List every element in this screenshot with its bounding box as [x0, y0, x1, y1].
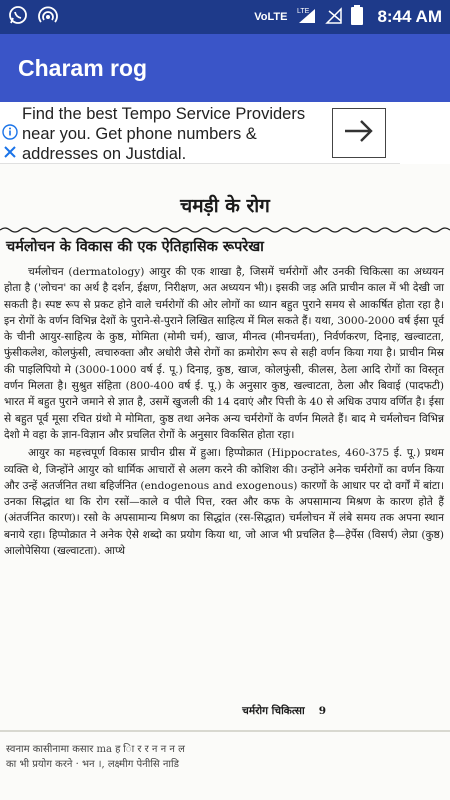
- app-title: Charam rog: [18, 54, 148, 81]
- ad-open-button[interactable]: [332, 108, 386, 158]
- ad-info-icon[interactable]: [2, 124, 18, 144]
- next-page-line: स्वनाम कासीनामा कसार ma ह ाि र र न न न ल: [6, 744, 185, 755]
- footer-label: चर्मरोग चिकित्सा: [242, 705, 305, 717]
- page-number: 9: [318, 705, 326, 717]
- chapter-title: चमड़ी के रोग: [180, 195, 270, 217]
- whatsapp-icon: [8, 5, 28, 29]
- next-page-text: [6, 742, 406, 772]
- next-page-line: का भी प्रयोग करने · भन ।, लक्ष्मीग पेनीसि नाडि: [6, 759, 179, 770]
- book-page[interactable]: [0, 164, 450, 800]
- clock: 8:44 AM: [377, 7, 442, 26]
- page-divider: [0, 730, 450, 732]
- arrow-right-icon: [343, 118, 375, 148]
- app-bar: [0, 34, 450, 102]
- no-sim-icon: [325, 6, 343, 28]
- svg-text:LTE: LTE: [297, 8, 310, 15]
- battery-icon: [351, 5, 363, 29]
- page-footer: [242, 704, 326, 718]
- paragraph: आयुर का महत्त्वपूर्ण विकास प्राचीन ग्रीस में हुआ। हिप्पोक्रात (Hippocrates, 460-375 ई. पू.) प्रथम व्यक्ति थे, जिन्होंने आयुर को धार्मिक आचारों से अलग करने की कोशिश की। उन्होंने अनेक चर्मरोगों का वर्णन किया और उन्हें अतर्जनित तथा बहिर्जनित (endogenous and exogenous) कारणों के आधार पर दो वर्गों में बांटा। उनका सिद्धांत था कि रोग रसों—काले व पीले पित्त, रक्त और कफ के अपसामान्य मिश्रण के कारण होते हैं (अंतर्जनित कारण)। रसो के अपसामान्य मिश्रण का सिद्धांत (रस-सिद्धात) चर्मलोचन में लंबे समय तक अपना स्थान बनाये रहा। हिप्पोक्रात ने अनेक ऐसे शब्दो का प्रयोग किया था, जो आज भी प्रचलित है—हेर्पेस (विसर्प) लेप्रा (कुष्ठ) आलोपेसिया (खल्वाटता). आप्थे: [4, 447, 444, 558]
- status-bar: [0, 0, 450, 34]
- section-heading: चर्मलोचन के विकास की एक ऐतिहासिक रूपरेखा: [6, 238, 264, 255]
- ad-text[interactable]: Find the best Tempo Service Providers near you. Get phone numbers & addresses on Justdial.: [22, 105, 306, 163]
- signal-icon: [295, 6, 317, 28]
- title-rule: [0, 226, 450, 234]
- network-type: VoLTE: [254, 11, 288, 23]
- paragraph: चर्मलोचन (dermatology) आयुर की एक शाखा है, जिसमें चर्मरोगों और उनकी चिकित्सा का अध्ययन होता है ('लोचन' का अर्थ है दर्शन, ईक्षण, निरीक्षण, अत अध्ययन भी)। इसकी जड़ अति प्राचीन काल में भी देखी जा सकती है। स्पष्ट रूप से प्रकट होने वाले चर्मरोगों की ओर लोगों का ध्यान बहुत पुराने समय से आकर्षित होता रहा है। इन रोगों के वर्णन विभिन्न देशों के पुराने-से-पुराने लिखित साहित्य में मिल सकते हैं। यथा, 3000-2000 वर्ष ईसा पूर्व के चीनी आयुर-साहित्य के कुष्ठ, मोमिता (मोमी चर्म), खाज, मीनत्व (मीनचर्मता), निर्वर्णकरण, दिनाइ, खल्वाटता, फुंसीकलेश, कोलफुंसी, त्वचारुक्ता और अधोरी जैसे रोगों का क्रमोरोग रूप से सही वर्णन किया गया है। प्राचीन मिस्र की पाइलिपियो मे (3000-1000 वर्ष ई. पू.) दिनाइ, कुष्ठ, खाज, कोलफुंसी, कीलस, ठेला आदि रोगों का विस्तृत वर्णन मिलता है। सुश्रुत संहिता (800-400 वर्ष ई. पू.) के अनुसार कुष्ठ, खल्वाटता, ठेला और बिवाई (पादफटी) भारत में बहुत पुराने जमाने से ज्ञात है, उसमें खुजली की 14 दवाएं और पित्ती के 40 से अधिक उपाय वर्णित है। ईसा से बहुत पूर्व मूसा रचित ग्रंथो मे मोमिता, कुष्ठ तथा अनेक अन्य चर्मरोगों के वर्णन मिलते हैं। बाद मे चर्मलोचन विभिन्न देशो मे वहा के ज्ञान-विज्ञान और प्रचलित रोगों के अनुसार विकसित होता रहा।: [4, 266, 444, 441]
- body-text: [4, 264, 444, 561]
- ad-close-icon[interactable]: [2, 144, 18, 164]
- ad-banner[interactable]: [0, 102, 400, 164]
- hotspot-icon: [38, 5, 58, 29]
